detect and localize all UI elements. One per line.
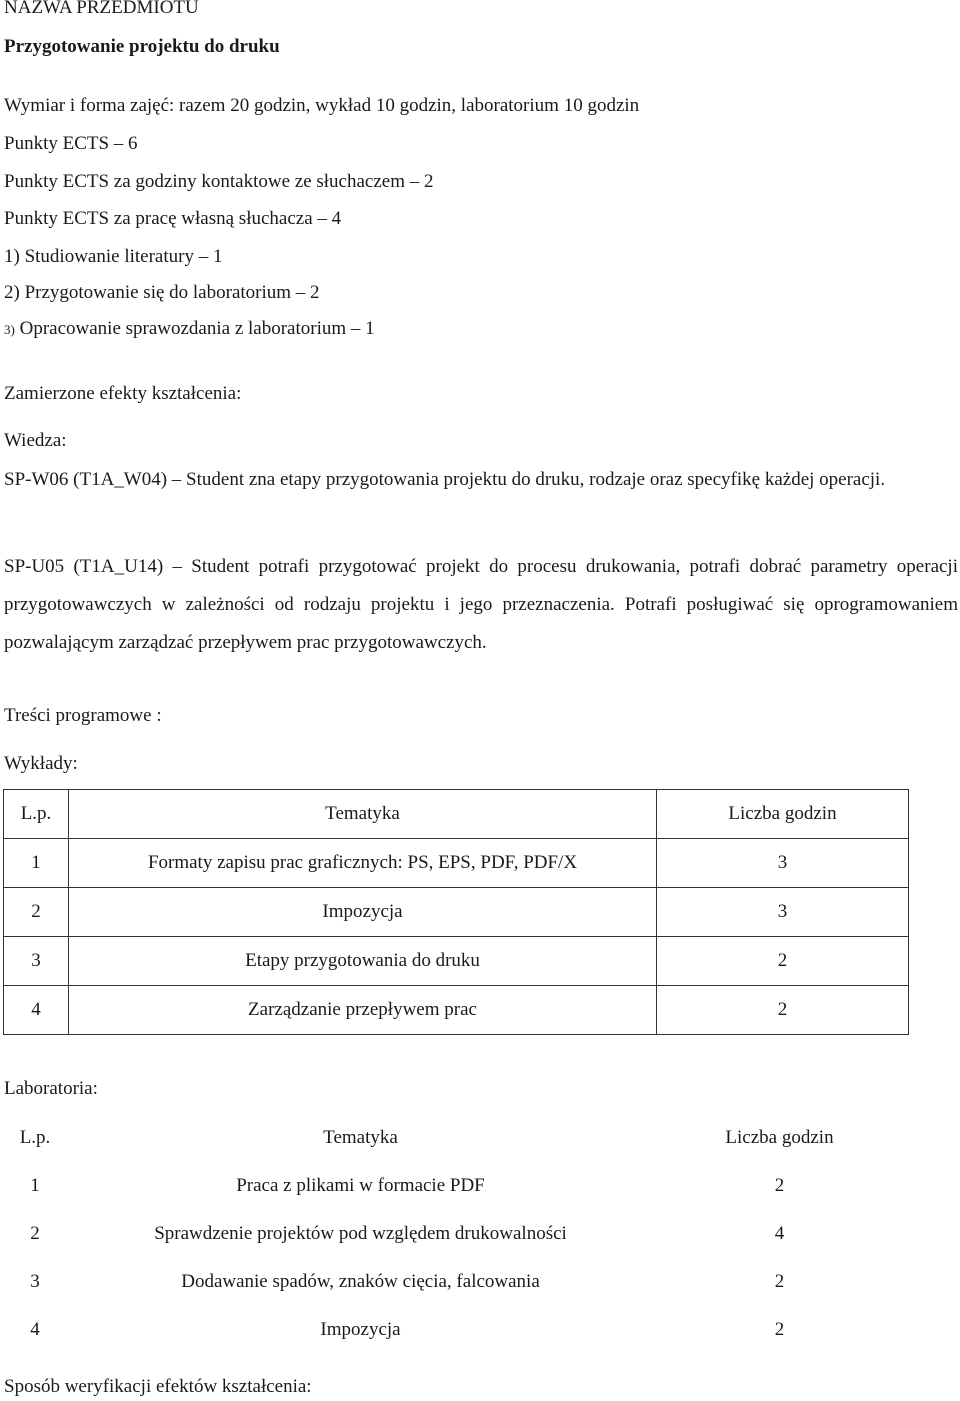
verification-label: Sposób weryfikacji efektów kształcenia: — [4, 1376, 312, 1397]
lab-table — [3, 1114, 905, 1354]
row-number: 1 — [4, 839, 69, 888]
table-row — [3, 1210, 905, 1258]
row-topic: Formaty zapisu prac graficznych: PS, EPS, PDF, PDF/X — [69, 839, 657, 888]
workload-item-3 — [4, 318, 375, 341]
row-topic: Sprawdzenie projektów pod względem drukowalności — [154, 1223, 567, 1244]
table-row — [4, 937, 909, 986]
table-row — [3, 1258, 905, 1306]
row-hours: 2 — [774, 1271, 785, 1292]
header-topic: Tematyka — [69, 790, 657, 839]
ects-total: Punkty ECTS – 6 — [4, 133, 138, 154]
row-number: 1 — [30, 1175, 40, 1196]
row-number: 4 — [30, 1319, 40, 1340]
workload-item-3-number: 3) — [4, 322, 15, 337]
lab-label: Laboratoria: — [4, 1078, 98, 1099]
row-topic: Praca z plikami w formacie PDF — [236, 1175, 485, 1196]
row-topic: Etapy przygotowania do druku — [69, 937, 657, 986]
row-hours: 4 — [774, 1223, 785, 1244]
table-row — [4, 888, 909, 937]
ects-self-work: Punkty ECTS za pracę własną słuchacza – 4 — [4, 208, 342, 229]
table-header-row — [3, 1114, 905, 1162]
row-topic: Impozycja — [69, 888, 657, 937]
lectures-label: Wykłady: — [4, 753, 78, 774]
table-row — [4, 986, 909, 1035]
header-hours: Liczba godzin — [657, 790, 909, 839]
row-hours: 2 — [657, 986, 909, 1035]
row-number: 2 — [30, 1223, 40, 1244]
row-number: 2 — [4, 888, 69, 937]
hours-info: Wymiar i forma zajęć: razem 20 godzin, wykład 10 godzin, laboratorium 10 godzin — [4, 95, 640, 116]
outcome-u05: SP-U05 (T1A_U14) – Student potrafi przygotować projekt do procesu drukowania, potrafi dobrać parametry operacji przygotowawczych w zależności od rodzaju projektu i jego przeznaczenia. Potrafi posługiwać się oprogramowaniem pozwalającym zarządzać przepływem prac przygotowawczych. — [4, 556, 958, 653]
outcomes-heading: Zamierzone efekty kształcenia: — [4, 383, 242, 404]
row-topic: Dodawanie spadów, znaków cięcia, falcowania — [181, 1271, 540, 1292]
table-row — [3, 1162, 905, 1210]
workload-item-3-text: Opracowanie sprawozdania z laboratorium – 1 — [19, 318, 375, 339]
row-number: 3 — [4, 937, 69, 986]
row-number: 4 — [4, 986, 69, 1035]
row-topic: Impozycja — [320, 1319, 401, 1340]
header-lp: L.p. — [4, 790, 69, 839]
workload-item-2: 2) Przygotowanie się do laboratorium – 2 — [4, 282, 320, 303]
row-hours: 2 — [657, 937, 909, 986]
lectures-table — [3, 789, 909, 1035]
workload-item-1: 1) Studiowanie literatury – 1 — [4, 246, 223, 267]
row-hours: 2 — [774, 1319, 785, 1340]
row-hours: 3 — [657, 888, 909, 937]
program-heading: Treści programowe : — [4, 705, 162, 726]
course-title: Przygotowanie projektu do druku — [4, 36, 280, 57]
outcome-w06: SP-W06 (T1A_W04) – Student zna etapy przygotowania projektu do druku, rodzaje oraz specyfikę każdej operacji. — [4, 469, 886, 490]
row-topic: Zarządzanie przepływem prac — [69, 986, 657, 1035]
table-header-row — [4, 790, 909, 839]
row-hours: 2 — [774, 1175, 785, 1196]
ects-contact: Punkty ECTS za godziny kontaktowe ze słuchaczem – 2 — [4, 171, 434, 192]
header-hours: Liczba godzin — [725, 1127, 834, 1148]
row-number: 3 — [30, 1271, 40, 1292]
header-topic: Tematyka — [323, 1127, 398, 1148]
row-hours: 3 — [657, 839, 909, 888]
section-label: NAZWA PRZEDMIOTU — [4, 0, 199, 18]
table-row — [4, 839, 909, 888]
header-lp: L.p. — [19, 1127, 51, 1148]
table-row — [3, 1306, 905, 1354]
knowledge-label: Wiedza: — [4, 430, 67, 451]
